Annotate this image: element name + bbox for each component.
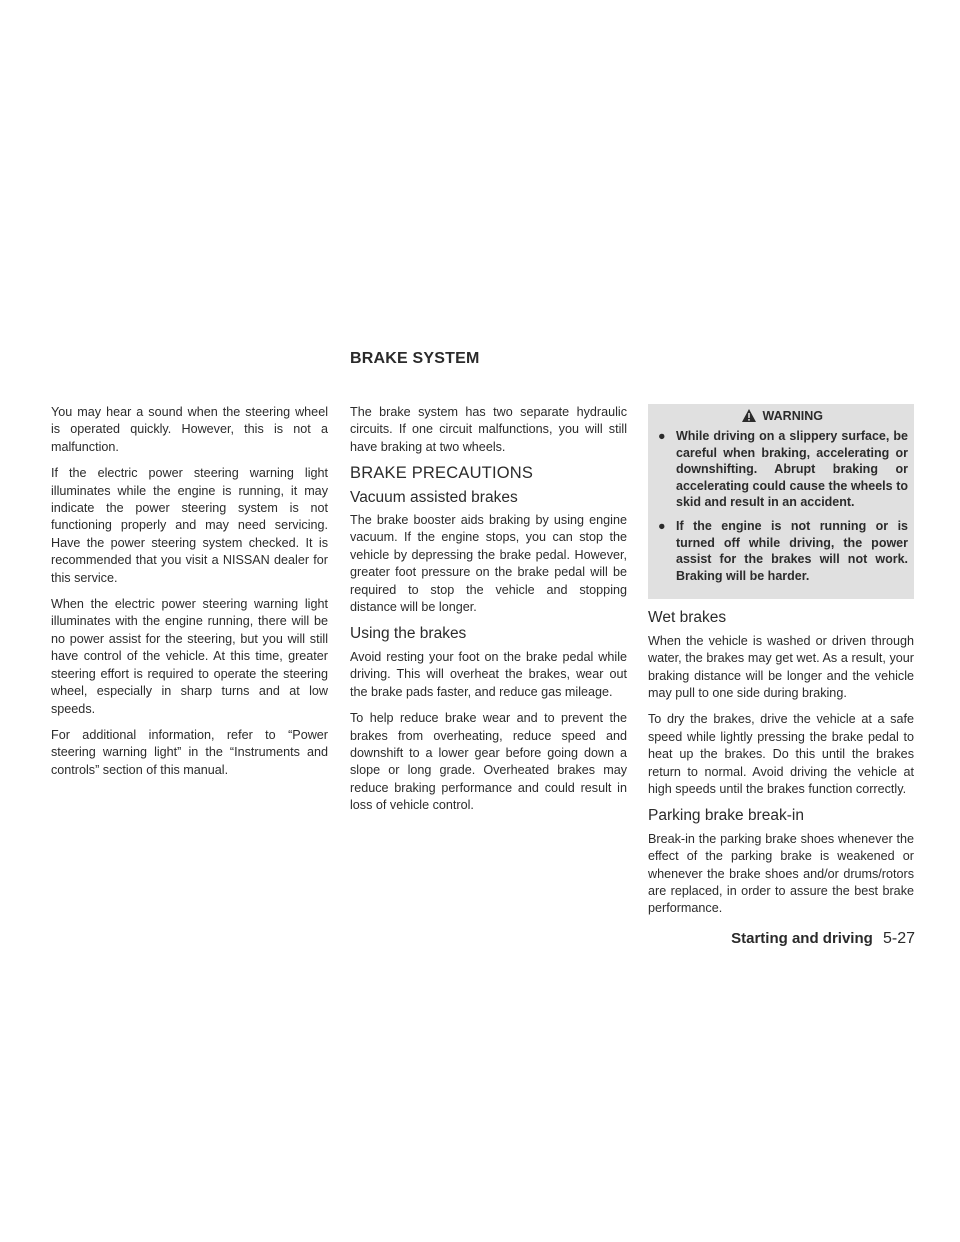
vacuum-brakes-heading: Vacuum assisted brakes: [350, 488, 518, 506]
paragraph: Break-in the parking brake shoes whenever the effect of the parking brake is weakened or whenever the brake shoes and/or drums/rotors are replaced, in order to assure the best brake performance.: [648, 831, 914, 916]
paragraph: The brake booster aids braking by using engine vacuum. If the engine stops, you can stop the vehicle by depressing the brake pedal. However, greater foot pressure on the brake pedal will be required to stop the vehicle and stopping distance will be longer.: [350, 513, 627, 615]
paragraph: If the electric power steering warning light illuminates while the engine is running, it may indicate the power steering system is not functioning properly and may need servicing. Have the power steering system checked. It is recommended that you visit a NISSAN dealer for this service.: [51, 466, 328, 585]
column-right: [648, 404, 914, 927]
using-brakes-heading: Using the brakes: [350, 625, 467, 643]
column-left: [51, 404, 328, 788]
wet-brakes-heading: Wet brakes: [648, 609, 727, 627]
bullet-icon: ●: [658, 429, 666, 443]
parking-brake-heading: Parking brake break-in: [648, 807, 804, 825]
paragraph: To help reduce brake wear and to prevent the brakes from overheating, reduce speed and downshift to a lower gear before going down a slope or long grade. Overheated brakes may reduce braking performance and could result in loss of vehicle control.: [350, 711, 627, 813]
paragraph: When the vehicle is washed or driven through water, the brakes may get wet. As a result, your braking distance will be longer and the vehicle may pull to one side during braking.: [648, 633, 914, 700]
brake-precautions-heading: BRAKE PRECAUTIONS: [350, 464, 534, 483]
paragraph: To dry the brakes, drive the vehicle at a safe speed while lightly pressing the brake pedal to heat up the brakes. Do this until the brakes return to normal. Avoid driving the vehicle at high speeds until the brakes function correctly.: [648, 712, 914, 796]
warning-triangle-icon: [741, 408, 757, 423]
warning-title: WARNING: [762, 409, 823, 423]
warning-item: [656, 518, 908, 584]
warning-header: [656, 408, 908, 424]
warning-text: While driving on a slippery surface, be careful when braking, accelerating or downshifting. Abrupt braking or accelerating could cause the wheels to skid and result in an accident.: [676, 429, 908, 510]
paragraph: You may hear a sound when the steering wheel is operated quickly. However, this is not a malfunction.: [51, 405, 328, 454]
warning-item: [656, 428, 908, 511]
paragraph: For additional information, refer to “Power steering warning light” in the “Instruments and controls” section of this manual.: [51, 727, 328, 777]
paragraph: Avoid resting your foot on the brake pedal while driving. This will overheat the brakes, wear out the brake pads faster, and reduce gas mileage.: [350, 649, 627, 699]
bullet-icon: ●: [658, 518, 666, 533]
warning-text: If the engine is not running or is turned off while driving, the power assist for the brakes will not work. Braking will be harder.: [676, 518, 908, 583]
warning-box: [648, 404, 914, 599]
section-title: BRAKE SYSTEM: [350, 350, 480, 367]
paragraph: When the electric power steering warning light illuminates with the engine running, there will be no power assist for the steering, but you will still have control of the vehicle. At this time, greater steering effort is required to operate the steering wheel, especially in sharp turns and at low speeds.: [51, 597, 328, 716]
page-footer: [731, 930, 915, 948]
intro-paragraph: The brake system has two separate hydraulic circuits. If one circuit malfunctions, you will still have braking at two wheels.: [350, 405, 627, 454]
warning-list: [656, 428, 908, 584]
column-middle: [350, 404, 627, 824]
page-number: 5-27: [882, 930, 915, 947]
footer-section-name: Starting and driving: [731, 930, 873, 947]
